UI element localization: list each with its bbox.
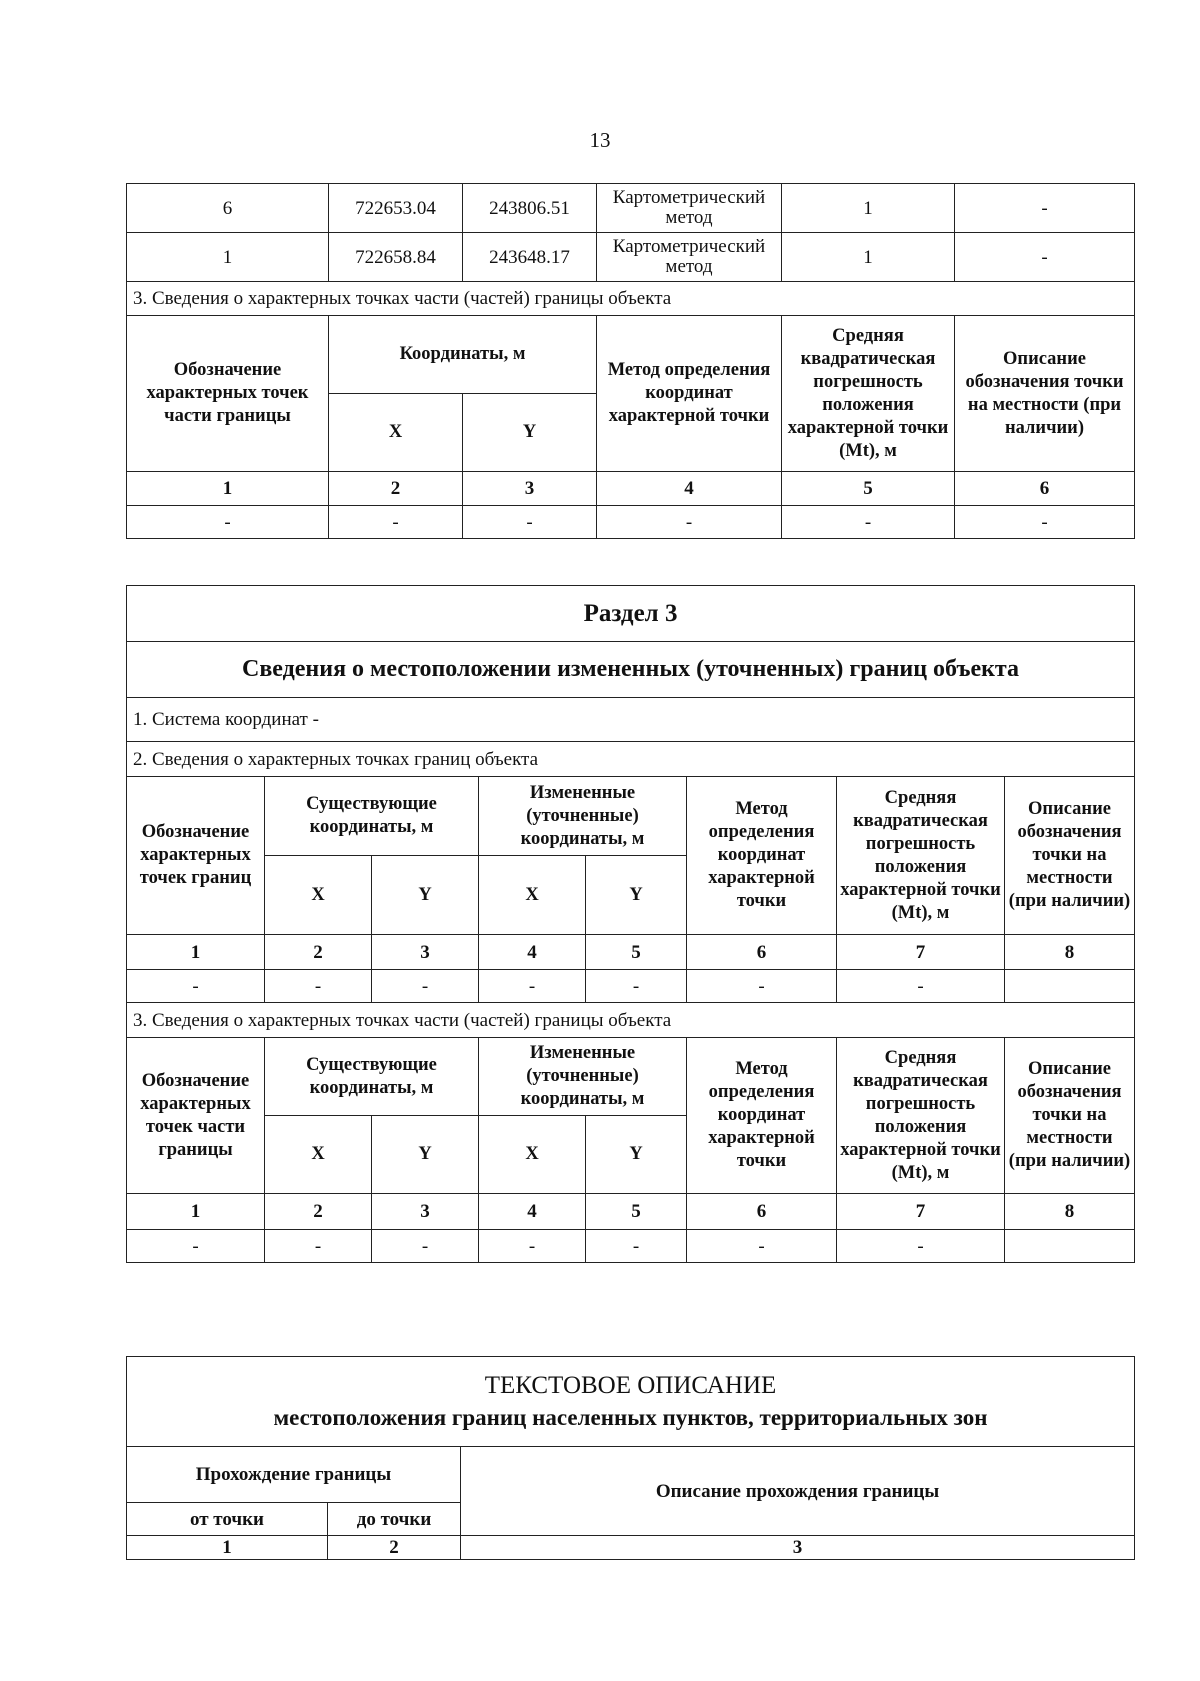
method-cell: Картометрический метод xyxy=(597,233,782,282)
header-y: Y xyxy=(372,856,479,935)
header-designation: Обозначение характерных точек части границы xyxy=(127,1038,265,1194)
col-number: 5 xyxy=(586,1194,687,1230)
col-number: 2 xyxy=(265,935,372,970)
header-x: X xyxy=(265,856,372,935)
section-3-table xyxy=(126,585,1135,1263)
part-points-heading: 3. Сведения о характерных точках части (частей) границы объекта xyxy=(127,282,1135,316)
x-coordinate-cell: 722658.84 xyxy=(329,233,463,282)
error-cell: 1 xyxy=(782,233,955,282)
column-numbers-row xyxy=(127,472,1135,506)
text-description-title: ТЕКСТОВОЕ ОПИСАНИЕ xyxy=(484,1371,777,1399)
header-x: X xyxy=(479,856,586,935)
header-description: Описание обозначения точки на местности (при наличии) xyxy=(955,316,1135,472)
col-number: 1 xyxy=(127,472,329,506)
header-existing-coordinates: Существующие координаты, м xyxy=(265,1038,479,1116)
text-description-header xyxy=(127,1357,1135,1447)
header-error: Средняя квадратическая погрешность положения характерной точки (Mt), м xyxy=(782,316,955,472)
header-x: X xyxy=(329,394,463,472)
empty-cell: - xyxy=(372,970,479,1003)
empty-cell: - xyxy=(463,506,597,539)
col-number: 1 xyxy=(127,935,265,970)
header-method: Метод определения координат характерной точки xyxy=(687,777,837,935)
page-number: 13 xyxy=(589,128,611,152)
col-number: 1 xyxy=(127,1536,328,1560)
col-number: 2 xyxy=(329,472,463,506)
empty-cell: - xyxy=(837,1230,1005,1263)
header-method: Метод определения координат характерной точки xyxy=(597,316,782,472)
col-number: 6 xyxy=(687,1194,837,1230)
header-to-point: до точки xyxy=(328,1503,461,1536)
column-numbers-row xyxy=(127,935,1135,970)
empty-cell: - xyxy=(782,506,955,539)
error-cell: 1 xyxy=(782,184,955,233)
empty-cell: - xyxy=(955,506,1135,539)
header-existing-coordinates: Существующие координаты, м xyxy=(265,777,479,856)
header-designation: Обозначение характерных точек части границы xyxy=(127,316,329,472)
point-number-cell: 1 xyxy=(127,233,329,282)
y-coordinate-cell: 243648.17 xyxy=(463,233,597,282)
table-row xyxy=(127,184,1135,233)
point-number-cell: 6 xyxy=(127,184,329,233)
col-number: 5 xyxy=(586,935,687,970)
text-description-table xyxy=(126,1356,1135,1560)
col-number: 4 xyxy=(479,1194,586,1230)
col-number: 1 xyxy=(127,1194,265,1230)
col-number: 3 xyxy=(461,1536,1135,1560)
col-number: 4 xyxy=(479,935,586,970)
col-number: 2 xyxy=(265,1194,372,1230)
empty-cell: - xyxy=(265,970,372,1003)
coordinate-system: 1. Система координат - xyxy=(127,698,1135,742)
empty-cell: - xyxy=(586,1230,687,1263)
part-points-heading: 3. Сведения о характерных точках части (частей) границы объекта xyxy=(127,1003,1135,1038)
header-error: Средняя квадратическая погрешность положения характерной точки (Mt), м xyxy=(837,777,1005,935)
header-passage-description: Описание прохождения границы xyxy=(461,1447,1135,1536)
col-number: 8 xyxy=(1005,935,1135,970)
empty-cell xyxy=(1005,1230,1135,1263)
table-row xyxy=(127,506,1135,539)
column-numbers-row xyxy=(127,1536,1135,1560)
header-boundary-passage: Прохождение границы xyxy=(127,1447,461,1503)
empty-cell: - xyxy=(127,1230,265,1263)
header-y: Y xyxy=(463,394,597,472)
header-method: Метод определения координат характерной точки xyxy=(687,1038,837,1194)
header-changed-coordinates: Измененные (уточненные) координаты, м xyxy=(479,777,687,856)
text-description-subtitle: местоположения границ населенных пунктов, территориальных зон xyxy=(273,1404,988,1430)
header-error: Средняя квадратическая погрешность положения характерной точки (Mt), м xyxy=(837,1038,1005,1194)
col-number: 7 xyxy=(837,935,1005,970)
col-number: 2 xyxy=(328,1536,461,1560)
method-cell: Картометрический метод xyxy=(597,184,782,233)
empty-cell: - xyxy=(687,1230,837,1263)
col-number: 7 xyxy=(837,1194,1005,1230)
empty-cell xyxy=(1005,970,1135,1003)
y-coordinate-cell: 243806.51 xyxy=(463,184,597,233)
points-heading: 2. Сведения о характерных точках границ объекта xyxy=(127,742,1135,777)
empty-cell: - xyxy=(372,1230,479,1263)
points-table-continuation xyxy=(126,183,1135,539)
col-number: 6 xyxy=(955,472,1135,506)
header-changed-coordinates: Измененные (уточненные) координаты, м xyxy=(479,1038,687,1116)
col-number: 6 xyxy=(687,935,837,970)
section-title: Раздел 3 xyxy=(127,586,1135,642)
empty-cell: - xyxy=(837,970,1005,1003)
description-cell: - xyxy=(955,233,1135,282)
col-number: 5 xyxy=(782,472,955,506)
header-x: X xyxy=(265,1116,372,1194)
col-number: 3 xyxy=(463,472,597,506)
header-x: X xyxy=(479,1116,586,1194)
empty-cell: - xyxy=(127,970,265,1003)
empty-cell: - xyxy=(687,970,837,1003)
column-numbers-row xyxy=(127,1194,1135,1230)
header-y: Y xyxy=(586,856,687,935)
table-row xyxy=(127,1230,1135,1263)
header-coordinates: Координаты, м xyxy=(329,316,597,394)
col-number: 8 xyxy=(1005,1194,1135,1230)
section-subtitle: Сведения о местоположении измененных (уточненных) границ объекта xyxy=(127,642,1135,698)
empty-cell: - xyxy=(265,1230,372,1263)
header-y: Y xyxy=(372,1116,479,1194)
col-number: 3 xyxy=(372,935,479,970)
header-y: Y xyxy=(586,1116,687,1194)
empty-cell: - xyxy=(479,970,586,1003)
empty-cell: - xyxy=(586,970,687,1003)
empty-cell: - xyxy=(127,506,329,539)
header-description: Описание обозначения точки на местности (при наличии) xyxy=(1005,1038,1135,1194)
x-coordinate-cell: 722653.04 xyxy=(329,184,463,233)
empty-cell: - xyxy=(479,1230,586,1263)
col-number: 3 xyxy=(372,1194,479,1230)
header-from-point: от точки xyxy=(127,1503,328,1536)
col-number: 4 xyxy=(597,472,782,506)
table-row xyxy=(127,233,1135,282)
table-row xyxy=(127,970,1135,1003)
header-description: Описание обозначения точки на местности (при наличии) xyxy=(1005,777,1135,935)
header-designation: Обозначение характерных точек границ xyxy=(127,777,265,935)
description-cell: - xyxy=(955,184,1135,233)
empty-cell: - xyxy=(329,506,463,539)
empty-cell: - xyxy=(597,506,782,539)
